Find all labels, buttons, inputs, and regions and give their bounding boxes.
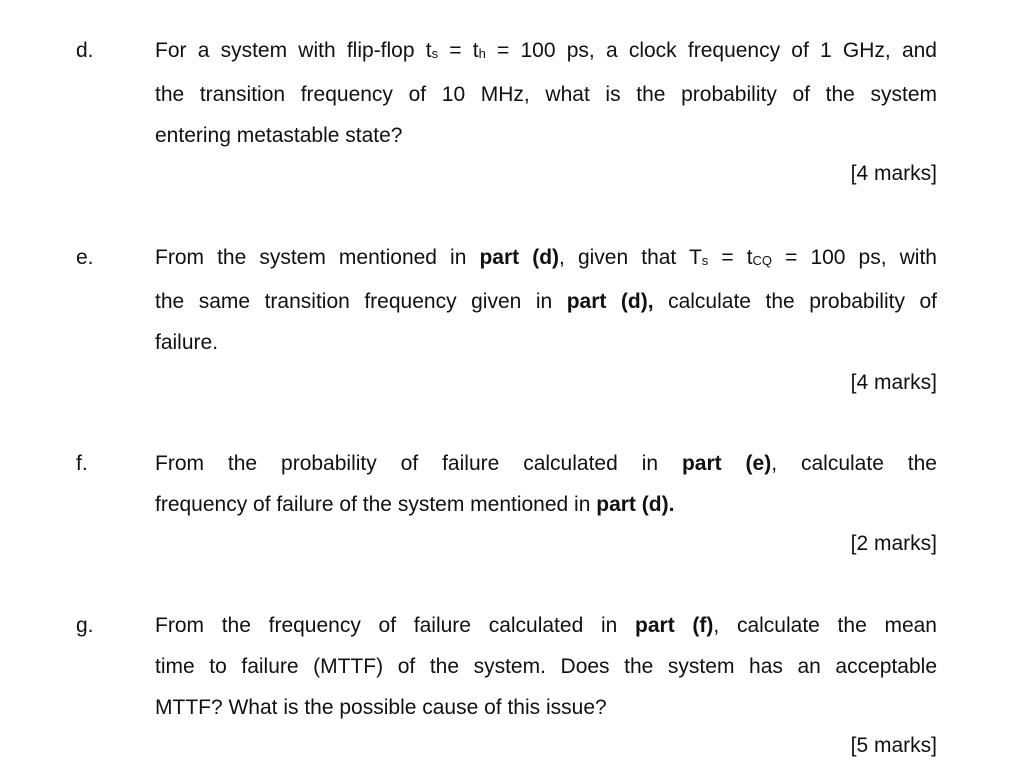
marks-label: [5 marks] [850, 734, 937, 757]
question-text [155, 605, 937, 728]
question-line: entering metastable state? [155, 124, 403, 147]
question-text [155, 443, 937, 525]
marks-label: [4 marks] [850, 371, 937, 394]
question-letter: e. [76, 246, 94, 269]
question-line: From the probability of failure calculated in part (e), calculate the [155, 452, 937, 475]
question-line: From the system mentioned in part (d), given that $T_s = t_{CQ} = 100$ ps, with [155, 246, 937, 269]
question-line: From the frequency of failure calculated in part (f), calculate the mean [155, 614, 937, 637]
question-letter: g. [76, 614, 94, 637]
marks-label: [2 marks] [850, 532, 937, 555]
marks-label: [4 marks] [850, 162, 937, 185]
question-text [155, 30, 937, 156]
question-line: the transition frequency of 10 MHz, what is the probability of the system [155, 83, 937, 106]
question-line: failure. [155, 331, 219, 354]
question-line: For a system with flip-flop $t_s = t_h = 100$ ps, a clock frequency of 1 GHz, and [155, 39, 937, 62]
question-line: frequency of failure of the system mentioned in part (d). [155, 493, 675, 516]
question-letter: f. [76, 452, 88, 475]
question-line: time to failure (MTTF) of the system. Does the system has an acceptable [155, 655, 937, 678]
question-text [155, 237, 937, 363]
question-letter: d. [76, 39, 94, 62]
question-line: the same transition frequency given in part (d), calculate the probability of [155, 290, 937, 313]
question-line: MTTF? What is the possible cause of this issue? [155, 696, 607, 719]
